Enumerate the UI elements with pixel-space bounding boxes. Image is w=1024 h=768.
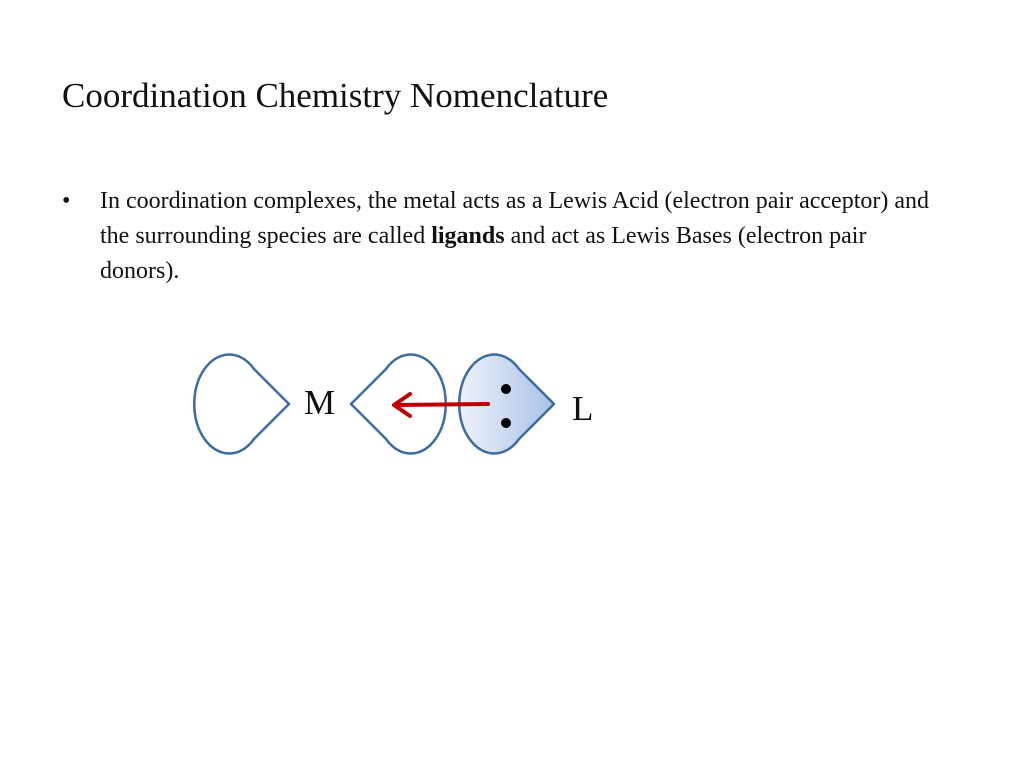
donation-arrow-shaft [395, 404, 488, 405]
bullet-text-part2: and act as Lewis Bases (electron pair donors). [100, 223, 867, 284]
metal-label: M [304, 383, 336, 422]
metal-empty-orbital [194, 355, 289, 454]
slide-title: Coordination Chemistry Nomenclature [62, 76, 609, 115]
ligand-label: L [572, 389, 594, 428]
lone-pair-dot-bottom [501, 418, 511, 428]
ligands-term: ligands [431, 223, 505, 249]
lone-pair-dot-top [501, 384, 511, 394]
bullet-marker: • [62, 188, 71, 214]
bullet-text-part1: In coordination complexes, the metal acts as a Lewis Acid (electron pair acceptor) and the surrounding species are called [100, 188, 929, 249]
